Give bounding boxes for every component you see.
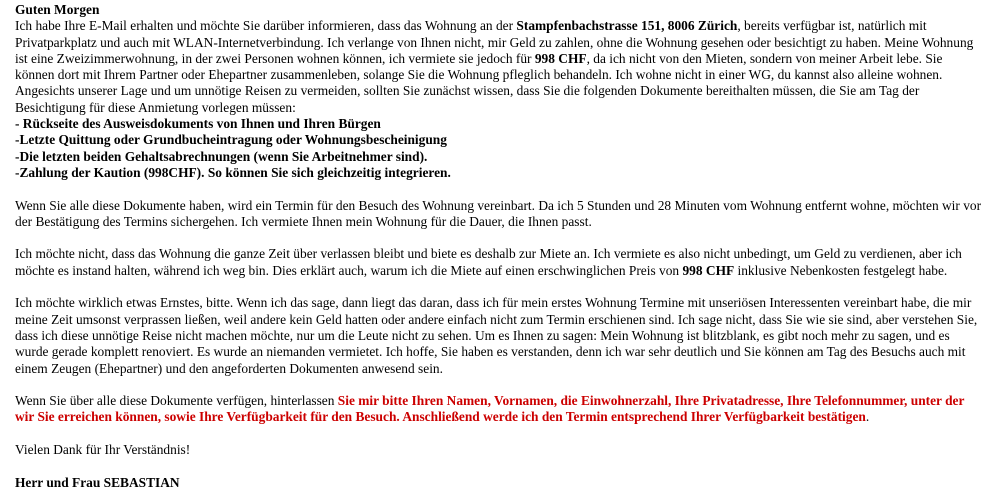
intro-text-2: , bereits verfügbar ist, natürlich mit Privatparkplatz und auch mit WLAN-Internetverbindung. Ich verlange von Ihnen nicht, mir Geld zu zahlen, ohne die Wohnung gesehen oder besichtigt zu haben. Meine Wohnung ist eine Zweizimmerwohnung, in der zwei Personen wohnen können, ich vermiete sie jedoch für [15, 18, 974, 66]
paragraph-request [15, 393, 985, 426]
rent-price-2: 998 CHF [682, 262, 735, 278]
document-item: -Zahlung der Kaution (998CHF). So können Sie sich gleichzeitig integrieren. [15, 164, 451, 180]
intro-text-3: , da ich nicht von den Mieten, sondern von meiner Arbeit lebe. Sie können dort mit Ihrem Partner oder Ehepartner zusammenleben, solange Sie die Wohnung pfleglich behandeln. Ich wohne nicht in einer WG, du kannst also alleine wohnen. Angesichts unserer Lage und um unnötige Reisen zu vermeiden, sollten Sie zunächst wissen, dass Sie die folgenden Dokumente bereithalten müssen, die Sie am Tag der Besichtigung für diese Anmietung vorlegen müssen: [15, 50, 943, 115]
paragraph-seriousness: Ich möchte wirklich etwas Ernstes, bitte. Wenn ich das sage, dann liegt das daran, dass ich für mein erstes Wohnung Termine mit unseriösen Interessenten vereinbart habe, die mir meine Zeit umsonst verprassen ließen, weil andere kein Geld hatten oder andere einfach nicht zum Termin erschienen sind. Ich sage nicht, dass Sie wie sie sind, aber verstehen Sie, dass ich diese unnötige Reise nicht machen möchte, nur um die Leute nicht zu sehen. Um es Ihnen zu sagen: Mein Wohnung ist blitzblank, es gibt noch mehr zu sagen, und es wurde gerade komplett renoviert. Es wurde an niemanden vermietet. Ich hoffe, Sie haben es verstanden, denn ich war sehr deutlich und Sie können am Tag des Besuchs auch mit einem Zeugen (Ehepartner) und den angeforderten Dokumenten anwesend sein. [15, 295, 978, 376]
request-text-2: . [865, 409, 870, 425]
document-item: -Letzte Quittung oder Grundbucheintragung oder Wohnungsbescheinigung [15, 132, 447, 148]
request-text-1: Wenn Sie über alle diese Dokumente verfügen, hinterlassen [15, 393, 338, 409]
document-item: - Rückseite des Ausweisdokuments von Ihnen und Ihren Bürgen [15, 116, 381, 132]
greeting: Guten Morgen [15, 2, 100, 17]
rent-reason-text-1: Ich möchte nicht, dass das Wohnung die ganze Zeit über verlassen bleibt und biete es deshalb zur Miete an. Ich vermiete es also nicht unbedingt, um Geld zu verdienen, aber ich möchte es instand halten, während ich weg bin. Dies erklärt auch, warum ich die Miete auf einen erschwinglichen Preis von [15, 246, 962, 278]
rent-reason-text-2: inklusive Nebenkosten festgelegt habe. [734, 262, 948, 278]
rent-price: 998 CHF [534, 50, 587, 66]
document-item: -Die letzten beiden Gehaltsabrechnungen (wenn Sie Arbeitnehmer sind). [15, 148, 428, 164]
paragraph-intro [15, 18, 985, 116]
request-highlight: Sie mir bitte Ihren Namen, Vornamen, die Einwohnerzahl, Ihre Privatadresse, Ihre Telefonnummer, unter der wir Sie erreichen können, sowie Ihre Verfügbarkeit für den Besuch. Anschließend werde ich den Termin entsprechend Ihrer Verfügbarkeit bestätigen [15, 393, 965, 425]
thanks-line: Vielen Dank für Ihr Verständnis! [15, 442, 191, 458]
address: Stampfenbachstrasse 151, 8006 Zürich [516, 18, 738, 34]
intro-text-1: Ich habe Ihre E-Mail erhalten und möchte Sie darüber informieren, dass das Wohnung an der [15, 18, 517, 34]
signature: Herr und Frau SEBASTIAN [15, 474, 180, 490]
paragraph-rent-reason [15, 246, 985, 279]
paragraph-appointment: Wenn Sie alle diese Dokumente haben, wird ein Termin für den Besuch des Wohnung vereinbart. Da ich 5 Stunden und 28 Minuten vom Wohnung entfernt wohne, möchten wir vor der Bestätigung des Termins sichergehen. Ich vermiete Ihnen mein Wohnung für die Dauer, die Ihnen passt. [15, 197, 982, 229]
email-body [15, 2, 985, 491]
